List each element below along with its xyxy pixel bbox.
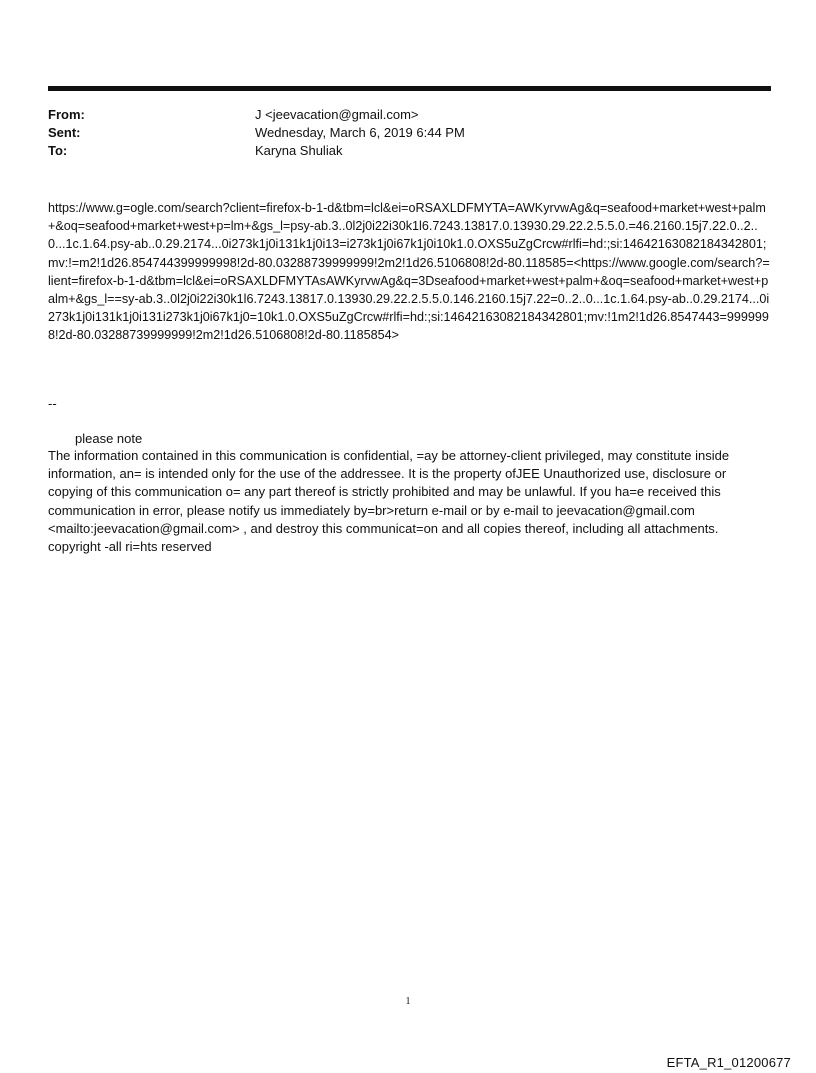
url-paragraph: https://www.g=ogle.com/search?client=firefox-b-1-d&tbm=lcl&ei=oRSAXLDFMYTA=AWKyrvwAg&q=seafood+market+west+palm+&oq=seafood+market+west+p=lm+&gs_l=psy-ab.3..0l2j0i22i30k1l6.7243.13817.0.13930.29.22.2.5.5.0.=46.2160.15j7.22.0..2..0...1c.1.64.psy-ab..0.29.2174...0i273k1j0i131k1j0i13=i273k1j0i67k1j0i10k1.0.OXS5uZgCrcw#rlfi=hd:;si:14642163082184342801;mv:!=m2!1d26.854744399999998!2d-80.03288739999999!2m2!1d26.5106808!2d-80.118585=<https://www.google.com/search?=lient=firefox-b-1-d&tbm=lcl&ei=oRSAXLDFMYTAsAWKyrvwAg&q=3Dseafood+market+west+palm+&oq=seafood+market+west+palm+&gs_l==sy-ab.3..0l2j0i22i30k1l6.7243.13817.0.13930.29.22.2.5.5.0.146.2160.15j7.22=0..2..0...1c.1.64.psy-ab..0.29.2174...0i273k1j0i131k1j0i131i273k1j0i67k1j0=10k1.0.OXS5uZgCrcw#rlfi=hd:;si:14642163082184342801;mv:!1m2!1d26.8547443=9999998!2d-80.03288739999999!2m2!1d26.5106808!2d-80.1185854> bbox=[48, 201, 770, 343]
disclaimer-paragraph: The information contained in this communication is confidential, =ay be attorney-client privileged, may constitute inside information, an= is intended only for the use of the addressee. It is the property ofJEE Unauthorized use, disclosure or copying of this communication o= any part thereof is strictly prohibited and may be unlawful. If you ha=e received this communication in error, please notify us immediately by=br>return e-mail or by e-mail to jeevacation@gmail.com <mailto:jeevacation@gmail.com> , and destroy this communicat=on and all copies thereof, including all attachments. copyright -all ri=hts reserved bbox=[48, 448, 730, 555]
from-label: From: bbox=[48, 107, 85, 122]
sent-label: Sent: bbox=[48, 125, 81, 140]
header-divider bbox=[48, 86, 771, 91]
note-title: please note bbox=[75, 431, 143, 446]
sent-value: Wednesday, March 6, 2019 6:44 PM bbox=[255, 125, 465, 140]
document-id: EFTA_R1_01200677 bbox=[666, 1055, 791, 1070]
email-header bbox=[48, 106, 771, 160]
to-row bbox=[48, 142, 771, 160]
search-url-text bbox=[48, 199, 771, 345]
from-row bbox=[48, 106, 771, 124]
from-value: J <jeevacation@gmail.com> bbox=[255, 107, 419, 122]
page-number: 1 bbox=[405, 996, 411, 1007]
to-value: Karyna Shuliak bbox=[255, 143, 343, 158]
confidentiality-disclaimer bbox=[48, 447, 771, 556]
to-label: To: bbox=[48, 143, 68, 158]
sent-row bbox=[48, 124, 771, 142]
signature-separator: -- bbox=[48, 396, 57, 411]
